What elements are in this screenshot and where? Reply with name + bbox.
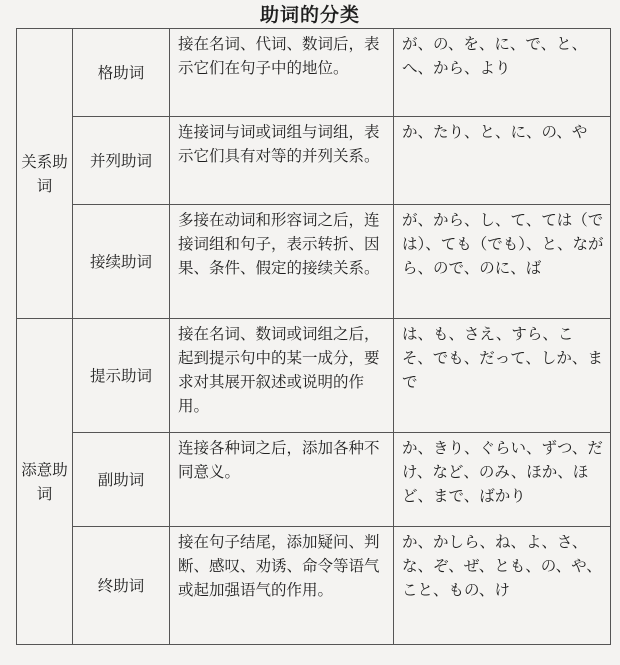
examples-cell: か、たり、と、に、の、や	[394, 117, 611, 205]
examples-cell: が、の、を、に、で、と、へ、から、より	[394, 29, 611, 117]
table-row	[17, 117, 611, 205]
particle-type-cell: 副助词	[73, 433, 170, 527]
table-row	[17, 205, 611, 319]
table-row	[17, 527, 611, 645]
description-cell: 接在句子结尾，添加疑问、判断、感叹、劝诱、命令等语气或起加强语气的作用。	[170, 527, 394, 645]
particle-classification-table	[16, 28, 611, 645]
table-row	[17, 433, 611, 527]
category-cell: 关系助词	[17, 29, 73, 319]
particle-type-cell: 提示助词	[73, 319, 170, 433]
examples-cell: が、から、し、て、ては（では）、ても（でも）、と、ながら、ので、のに、ば	[394, 205, 611, 319]
particle-type-cell: 并列助词	[73, 117, 170, 205]
particle-type-cell: 接续助词	[73, 205, 170, 319]
category-cell: 添意助词	[17, 319, 73, 645]
examples-cell: は、も、さえ、すら、こそ、でも、だって、しか、まで	[394, 319, 611, 433]
description-cell: 连接词与词或词组与词组，表示它们具有对等的并列关系。	[170, 117, 394, 205]
table-row	[17, 29, 611, 117]
description-cell: 接在名词、数词或词组之后，起到提示句中的某一成分，要求对其展开叙述或说明的作用。	[170, 319, 394, 433]
examples-cell: か、きり、ぐらい、ずつ、だけ、など、のみ、ほか、ほど、まで、ばかり	[394, 433, 611, 527]
particle-type-cell: 格助词	[73, 29, 170, 117]
table-title: 助词的分类	[259, 4, 360, 26]
examples-cell: か、かしら、ね、よ、さ、な、ぞ、ぜ、とも、の、や、こと、もの、け	[394, 527, 611, 645]
description-cell: 多接在动词和形容词之后，连接词组和句子，表示转折、因果、条件、假定的接续关系。	[170, 205, 394, 319]
description-cell: 接在名词、代词、数词后，表示它们在句子中的地位。	[170, 29, 394, 117]
table-row	[17, 319, 611, 433]
description-cell: 连接各种词之后，添加各种不同意义。	[170, 433, 394, 527]
particle-type-cell: 终助词	[73, 527, 170, 645]
